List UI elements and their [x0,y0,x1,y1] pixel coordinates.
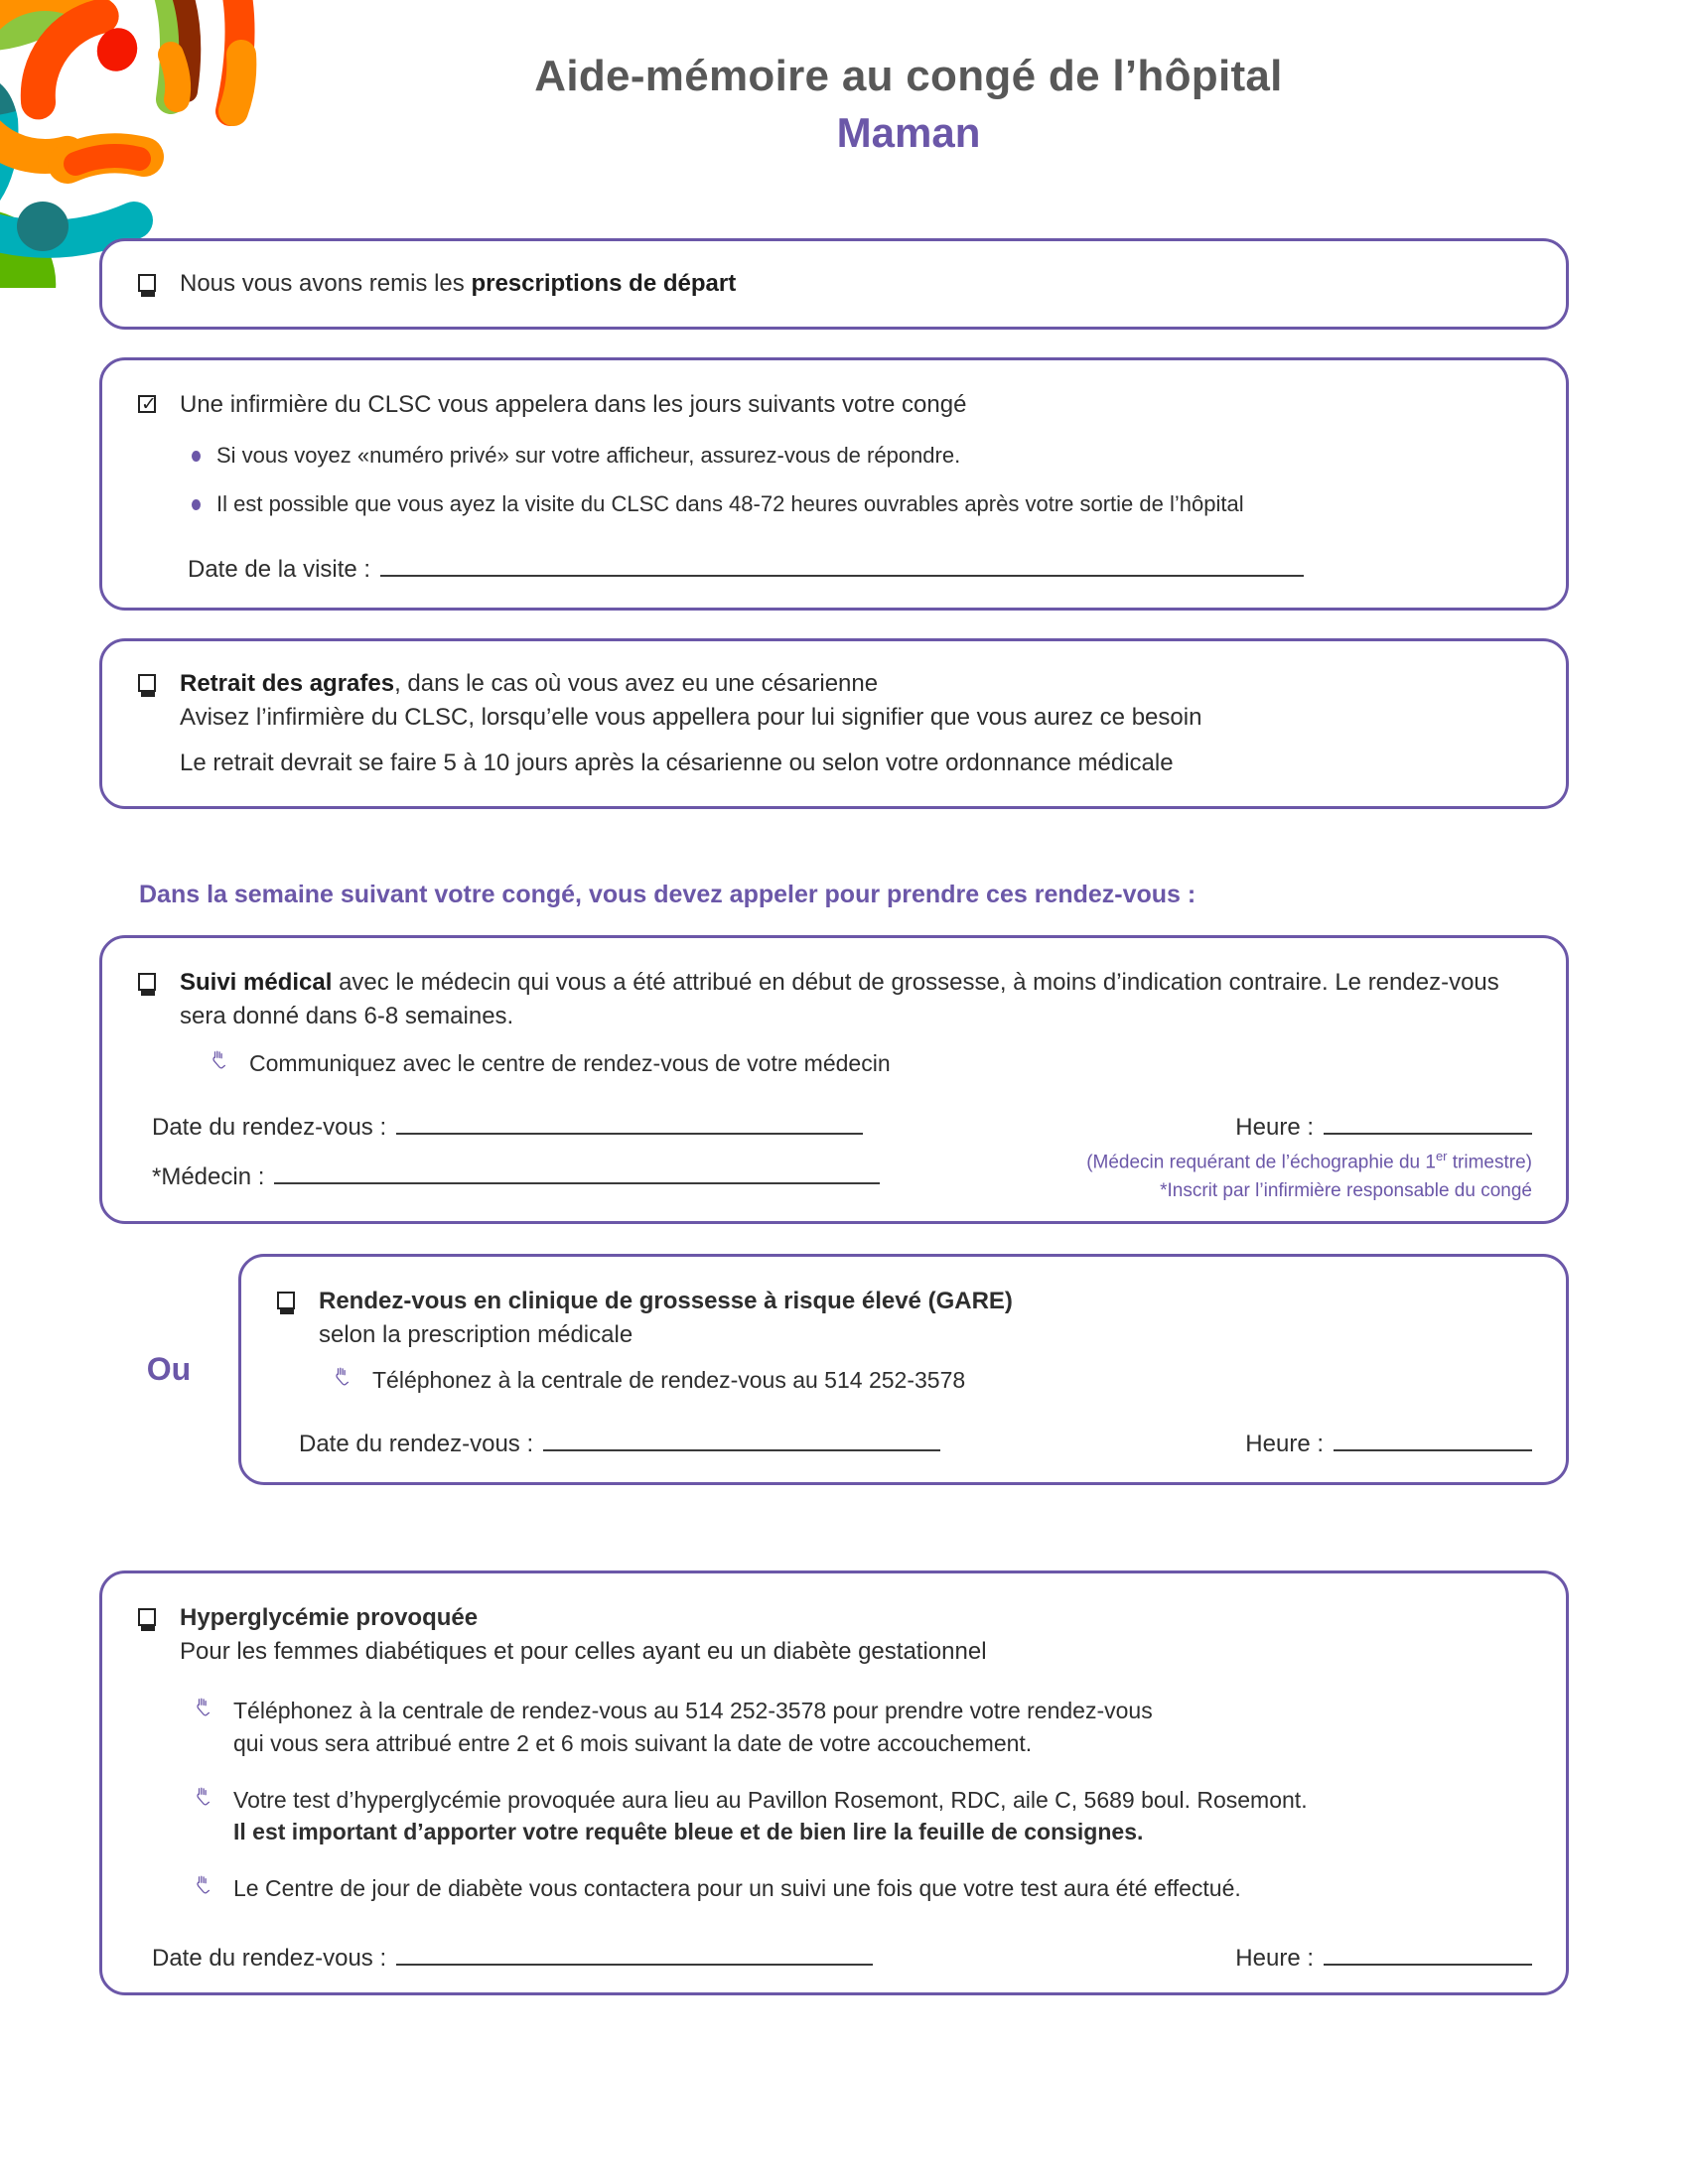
suivi-time-input[interactable] [1324,1132,1532,1135]
section-prescriptions [99,238,1569,330]
prescriptions-text-bold: prescriptions de départ [471,270,737,297]
pointing-hand-icon [194,1874,219,1901]
gare-time-input[interactable] [1334,1448,1532,1451]
pointing-hand-icon [194,1786,219,1813]
section-hyperglycemie [99,1570,1569,1994]
suivi-note-1 [898,1148,1532,1175]
clsc-visit-date-label: Date de la visite : [188,555,371,583]
hyper-item-1-line-1: Téléphonez à la centrale de rendez-vous au 514 252-3578 pour prendre votre rendez-vous [233,1698,1153,1724]
gare-time-label: Heure : [1245,1431,1324,1458]
bullet-dot-icon [192,499,201,510]
clsc-bullet-1: Si vous voyez «numéro privé» sur votre afficheur, assurez-vous de répondre. [216,443,961,469]
hyper-time-label: Heure : [1235,1944,1314,1972]
list-item [210,1047,1532,1080]
clsc-bullet-2: Il est possible que vous ayez la visite du CLSC dans 48-72 heures ouvrables après votre sortie de l’hôpital [216,491,1244,517]
checkbox-prescriptions[interactable] [138,272,160,298]
hyper-heading: Hyperglycémie provoquée [180,1604,479,1632]
hyper-item-2-line-2: Il est important d’apporter votre requête bleue et de bien lire la feuille de consignes. [233,1819,1144,1845]
list-item [192,440,1532,471]
bullet-dot-icon [192,451,201,462]
suivi-time-label: Heure : [1235,1113,1314,1141]
prescriptions-text [180,267,736,301]
agrafes-line-2: Avisez l’infirmière du CLSC, lorsqu’elle vous appellera pour lui signifier que vous aurez ce besoin [180,703,1202,731]
hyper-date-label: Date du rendez-vous : [152,1944,387,1972]
ou-label: Ou [146,1351,192,1388]
section-clsc [99,357,1569,611]
page-title: Aide-mémoire au congé de l’hôpital [534,52,1283,100]
agrafes-heading [180,667,1532,701]
suivi-time-field[interactable] [898,1114,1532,1142]
pointing-hand-icon [194,1697,219,1723]
page-subtitle: Maman [836,108,981,156]
suivi-doctor-field[interactable] [152,1163,880,1191]
suivi-hand-item: Communiquez avec le centre de rendez-vous de votre médecin [249,1050,891,1077]
pointing-hand-icon [210,1049,235,1076]
gare-subheading: selon la prescription médicale [319,1321,633,1349]
checkbox-gare[interactable] [277,1290,299,1315]
hyper-time-input[interactable] [1324,1963,1532,1966]
hyper-subheading: Pour les femmes diabétiques et pour celles ayant eu un diabète gestationnel [180,1638,987,1666]
agrafes-line-3: Le retrait devrait se faire 5 à 10 jours après la césarienne ou selon votre ordonnance médicale [180,749,1174,776]
clsc-visit-date-input[interactable] [380,574,1304,577]
agrafes-heading-rest: , dans le cas où vous avez eu une césarienne [394,669,879,697]
hyper-item-2-line-1: Votre test d’hyperglycémie provoquée aura lieu au Pavillon Rosemont, RDC, aile C, 5689 boul. Rosemont. [233,1786,1308,1813]
checkbox-hyperglycemie[interactable] [138,1606,160,1632]
suivi-heading [180,966,1532,1033]
section-gare [238,1254,1569,1485]
suivi-doctor-input[interactable] [274,1181,880,1184]
suivi-heading-bold: Suivi médical [180,968,333,996]
document-header [298,52,1519,158]
gare-time-field[interactable] [1245,1431,1532,1458]
hyper-item-1-line-2: qui vous sera attribué entre 2 et 6 mois suivant la date de votre accouchement. [233,1729,1033,1756]
list-item [333,1364,1532,1397]
gare-hand-item: Téléphonez à la centrale de rendez-vous au 514 252-3578 [372,1367,966,1394]
list-item [192,488,1532,519]
hyper-date-field[interactable] [152,1945,873,1973]
list-item [194,1695,1532,1759]
gare-date-input[interactable] [543,1448,940,1451]
prescriptions-text-plain: Nous vous avons remis les [180,270,472,297]
checkbox-agrafes[interactable] [138,672,160,698]
suivi-note-1-post: trimestre) [1447,1152,1532,1172]
checkbox-clsc[interactable]: ✓ [138,393,160,419]
list-item [194,1784,1532,1848]
gare-date-field[interactable] [299,1431,940,1458]
gare-heading: Rendez-vous en clinique de grossesse à risque élevé (GARE) [319,1288,1013,1315]
suivi-doctor-label: *Médecin : [152,1162,265,1190]
appointments-heading: Dans la semaine suivant votre congé, vous devez appeler pour prendre ces rendez-vous : [139,880,1196,908]
agrafes-heading-bold: Retrait des agrafes [180,669,395,697]
hyper-time-field[interactable] [1235,1945,1532,1973]
gare-date-label: Date du rendez-vous : [299,1431,534,1458]
clsc-visit-date-field[interactable] [188,556,1532,584]
clsc-heading: Une infirmière du CLSC vous appelera dans les jours suivants votre congé [180,391,967,419]
suivi-date-label: Date du rendez-vous : [152,1113,387,1141]
section-suivi-medical [99,935,1569,1224]
list-item [194,1872,1532,1905]
suivi-note-2: *Inscrit par l’infirmière responsable du congé [1160,1179,1532,1201]
suivi-date-field[interactable] [152,1114,880,1142]
suivi-note-1-pre: (Médecin requérant de l’échographie du 1 [1086,1152,1436,1172]
checkbox-suivi-medical[interactable] [138,971,160,997]
hyper-date-input[interactable] [396,1963,873,1966]
suivi-date-input[interactable] [396,1132,863,1135]
pointing-hand-icon [333,1366,358,1393]
suivi-note-1-sup: er [1435,1148,1448,1163]
section-agrafes [99,638,1569,809]
document-body [99,238,1569,1995]
hyper-item-3-line-1: Le Centre de jour de diabète vous contactera pour un suivi une fois que votre test aura été effectué. [233,1874,1241,1901]
suivi-heading-rest: avec le médecin qui vous a été attribué en début de grossesse, à moins d’indication contraire. Le rendez-vous sera donné dans 6-8 semaines. [180,968,1499,1029]
